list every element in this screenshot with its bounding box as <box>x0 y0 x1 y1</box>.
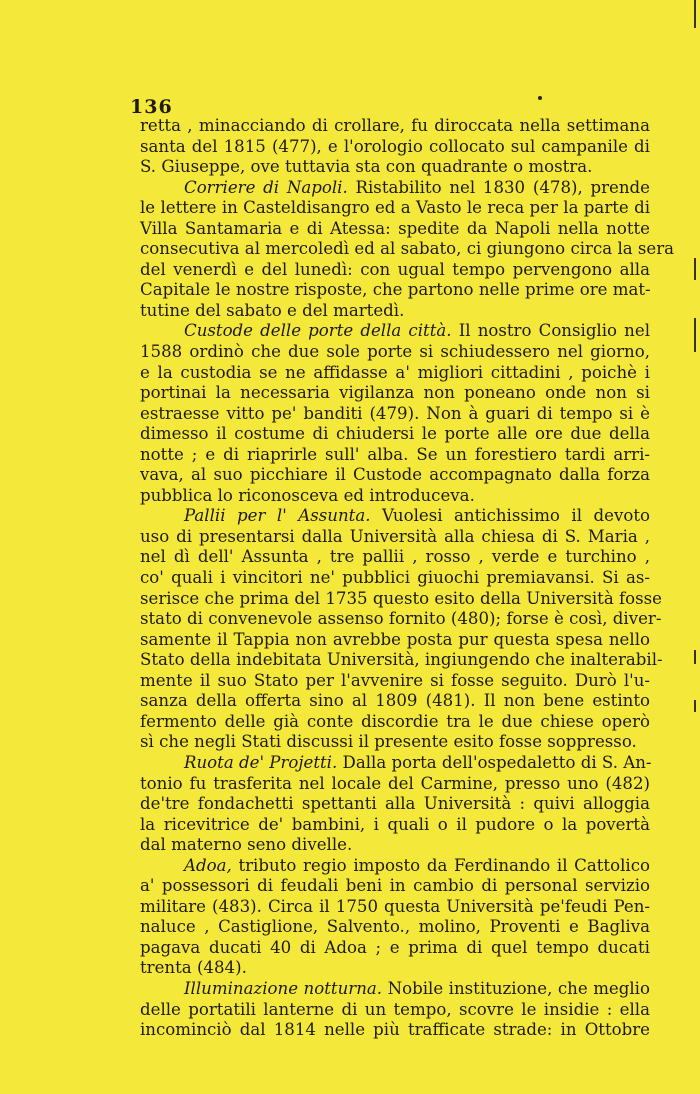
text-run: le lettere in Casteldisangro ed a Vasto le reca per la parte di <box>140 198 650 218</box>
text-run: serisce che prima del 1735 questo esito della Università fosse <box>140 588 662 608</box>
text-run: delle portatili lanterne di un tempo, scovre le insidie : ella <box>140 999 650 1019</box>
text-run: tributo regio imposto da Ferdinando il Cattolico <box>231 855 650 875</box>
text-run: stato di convenevole assenso fornito (480); forse è così, diver- <box>140 609 662 629</box>
text-line <box>140 856 650 877</box>
text-line <box>140 732 650 753</box>
text-line <box>140 568 650 589</box>
text-line <box>140 137 650 158</box>
text-line <box>140 157 650 178</box>
text-run: naluce , Castiglione, Salvento., molino, Proventi e Bagliva <box>140 917 650 937</box>
text-line <box>140 753 650 774</box>
text-line <box>140 815 650 836</box>
text-run: militare (483). Circa il 1750 questa Università pe'feudi Pen- <box>140 896 650 916</box>
entry-heading: Corriere di Napoli. <box>184 177 348 197</box>
text-run: portinai la necessaria vigilanza non poneano onde non si <box>140 383 650 403</box>
text-line <box>140 424 650 445</box>
text-line <box>140 958 650 979</box>
text-line <box>140 917 650 938</box>
text-run: e la custodia se ne affidasse a' migliori cittadini , poichè i <box>140 362 650 382</box>
text-run: tonio fu trasferita nel locale del Carmine, presso uno (482) <box>140 773 650 793</box>
text-run: Ristabilito nel 1830 (478), prende <box>347 177 650 197</box>
text-run: dal materno seno divelle. <box>140 835 353 855</box>
text-line <box>140 794 650 815</box>
text-line <box>140 321 650 342</box>
text-run: sanza della offerta sino al 1809 (481). Il non bene estinto <box>140 691 650 711</box>
text-run: dimesso il costume di chiudersi le porte alle ore due della <box>140 424 650 444</box>
text-line <box>140 465 650 486</box>
text-run: Villa Santamaria e di Atessa: spedite da Napoli nella notte <box>140 218 650 238</box>
text-run: del venerdì e del lunedì: con ugual tempo pervengono alla <box>140 259 650 279</box>
text-line <box>140 219 650 240</box>
text-line <box>140 363 650 384</box>
text-line <box>140 609 662 630</box>
text-line <box>140 1000 650 1021</box>
entry-heading: Pallii per l' Assunta. <box>184 506 371 526</box>
text-run: incominciò dal 1814 nelle più trafficate strade: in Ottobre <box>140 1020 650 1040</box>
text-run: vava, al suo picchiare il Custode accompagnato dalla forza <box>140 465 650 485</box>
text-line <box>140 178 650 199</box>
text-run: consecutiva al mercoledì ed al sabato, ci giungono circa la sera <box>140 239 675 259</box>
text-line <box>140 650 663 671</box>
text-run: nel dì dell' Assunta , tre pallii , rosso , verde e turchino , <box>140 547 650 567</box>
text-line <box>140 116 650 137</box>
text-run: pubblica lo riconosceva ed introduceva. <box>140 485 475 505</box>
text-line <box>140 445 650 466</box>
text-run: 1588 ordinò che due sole porte si schiudessero nel giorno, <box>140 342 650 362</box>
text-line <box>140 506 650 527</box>
text-line <box>140 404 650 425</box>
text-run: retta , minacciando di crollare, fu diroccata nella settimana <box>140 116 650 135</box>
text-line <box>140 630 650 651</box>
text-line <box>140 342 650 363</box>
text-run: la ricevitrice de' bambini, i quali o il pudore o la povertà <box>140 814 650 834</box>
page-edge-mark <box>694 0 696 28</box>
body-text <box>140 116 675 1041</box>
page-edge-mark <box>694 318 696 352</box>
text-run: pagava ducati 40 di Adoa ; e prima di quel tempo ducati <box>140 937 650 957</box>
text-line <box>140 588 662 610</box>
page-edge-mark <box>694 258 696 280</box>
text-run: uso di presentarsi dalla Università alla chiesa di S. Maria , <box>140 526 650 546</box>
text-run: Il nostro Consiglio nel <box>451 321 650 341</box>
text-line <box>140 876 650 897</box>
page-edge-mark <box>694 650 696 664</box>
text-run: Vuolesi antichissimo il devoto <box>370 506 650 526</box>
text-run: S. Giuseppe, ove tuttavia sta con quadrante o mostra. <box>140 157 593 177</box>
text-run: Dalla porta dell'ospedaletto di S. An- <box>337 752 652 772</box>
text-run: samente il Tappia non avrebbe posta pur questa spesa nello <box>140 629 650 649</box>
text-run: Nobile instituzione, che meglio <box>382 978 650 998</box>
text-line <box>140 1020 650 1041</box>
text-line <box>140 280 650 301</box>
text-run: a' possessori di feudali beni in cambio di personal servizio <box>140 876 650 896</box>
text-run: tutine del sabato e del martedì. <box>140 300 405 320</box>
entry-heading: Illuminazione notturna. <box>184 978 383 998</box>
text-line <box>140 671 650 692</box>
text-run: co' quali i vincitori ne' pubblici giuochi premiavansi. Si as- <box>140 568 650 588</box>
text-run: santa del 1815 (477), e l'orologio collocato sul campanile di <box>140 136 650 156</box>
text-line <box>140 239 675 260</box>
text-line <box>140 979 650 1000</box>
ink-speck <box>538 96 542 100</box>
text-line <box>140 486 650 507</box>
page-number: 136 <box>130 96 173 118</box>
text-run: fermento delle già conte discordie tra le due chiese operò <box>140 711 650 731</box>
text-line <box>140 527 650 548</box>
text-run: mente il suo Stato per l'avvenire si fosse seguito. Durò l'u- <box>140 670 650 690</box>
page-edge-mark <box>694 700 696 712</box>
text-line <box>140 383 650 404</box>
text-line <box>140 301 650 322</box>
text-line <box>140 835 650 856</box>
text-run: estraesse vitto pe' banditi (479). Non à guari di tempo si è <box>140 403 650 423</box>
text-run: de'tre fondachetti spettanti alla Università : quivi alloggia <box>140 794 650 814</box>
entry-heading: Custode delle porte della città. <box>184 321 452 341</box>
entry-heading: Adoa, <box>184 855 232 875</box>
text-line <box>140 774 650 795</box>
text-run: trenta (484). <box>140 958 247 978</box>
text-line <box>140 260 650 281</box>
text-line <box>140 897 650 918</box>
text-line <box>140 938 650 959</box>
text-run: Capitale le nostre risposte, che partono nelle prime ore mat- <box>140 280 651 300</box>
text-line <box>140 198 650 219</box>
text-run: Stato della indebitata Università, ingiungendo che inalterabil- <box>140 650 663 670</box>
entry-heading: Ruota de' Projetti. <box>184 752 338 772</box>
text-line <box>140 691 650 712</box>
text-line <box>140 712 650 733</box>
text-run: sì che negli Stati discussi il presente esito fosse soppresso. <box>140 732 637 752</box>
text-run: notte ; e di riaprirle sull' alba. Se un forestiero tardi arri- <box>140 444 650 464</box>
text-line <box>140 547 650 568</box>
